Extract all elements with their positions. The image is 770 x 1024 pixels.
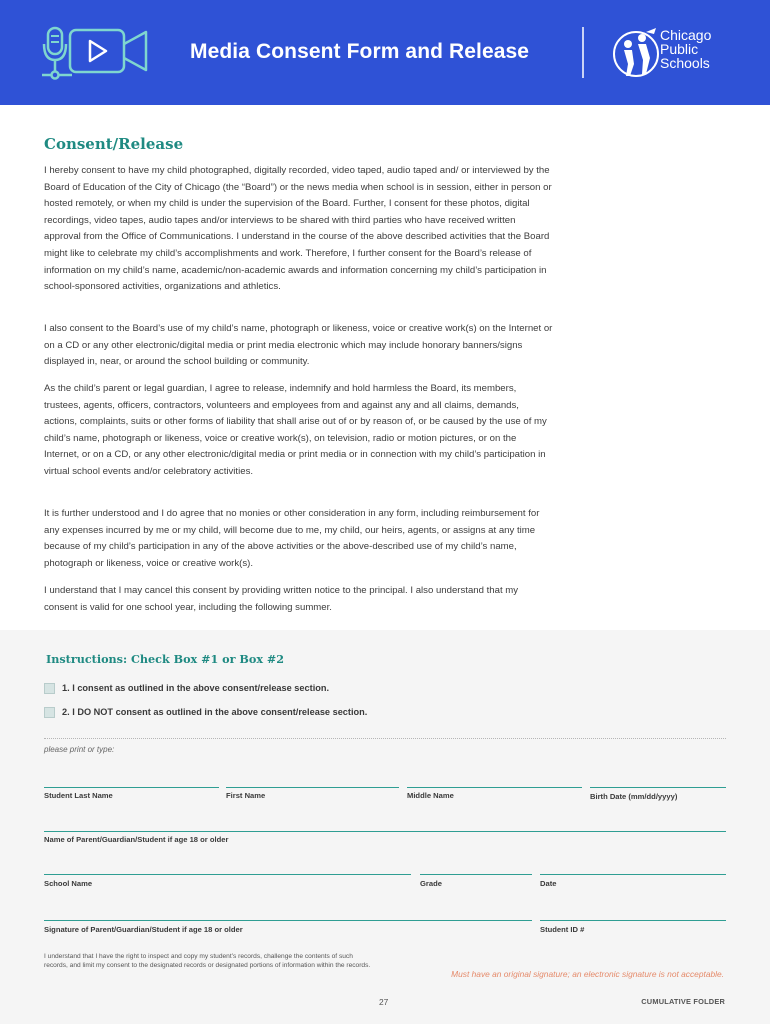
consent-paragraph-5: I understand that I may cancel this consent by providing written notice to the principal. I also understand that my consent is valid for one school year, including the following summer. (44, 585, 519, 613)
logo-line-3: Schools (660, 55, 710, 71)
records-disclaimer: I understand that I have the right to inspect and copy my student’s records, challenge the contents of such records, and limit my consent to the designated records or designated portions of information within the records. (44, 953, 371, 969)
student-id-field[interactable] (540, 920, 726, 921)
consent-section-title: Consent/Release (44, 135, 184, 153)
first-name-field[interactable] (226, 787, 399, 788)
instructions-title: Instructions: Check Box #1 or Box #2 (46, 652, 285, 666)
parent-name-field[interactable] (44, 831, 726, 832)
date-field[interactable] (540, 874, 726, 875)
date-label: Date (540, 879, 557, 888)
dotted-divider (44, 738, 726, 739)
grade-field[interactable] (420, 874, 532, 875)
consent-option-1[interactable] (44, 681, 329, 695)
middle-name-label: Middle Name (407, 791, 454, 800)
page-header (0, 0, 770, 105)
media-camera-microphone-icon (42, 22, 154, 84)
header-divider (582, 27, 584, 78)
consent-paragraph-2: I also consent to the Board’s use of my child’s name, photograph or likeness, voice or creative work(s) on the Internet or on a CD or any other electronic/digital media or print media electronic which may include honorary banners/signs displayed in, near, or around the school building or community. (44, 323, 553, 368)
student-id-label: Student ID # (540, 925, 585, 934)
page-number: 27 (379, 997, 389, 1007)
consent-option-1-label: 1. I consent as outlined in the above consent/release section. (62, 683, 330, 693)
middle-name-field[interactable] (407, 787, 582, 788)
signature-label: Signature of Parent/Guardian/Student if age 18 or older (44, 925, 243, 934)
no-consent-checkbox[interactable] (44, 707, 55, 718)
student-last-name-field[interactable] (44, 787, 219, 788)
birth-date-label: Birth Date (mm/dd/yyyy) (590, 792, 678, 801)
logo-line-2: Public (660, 41, 699, 57)
consent-paragraph-1: I hereby consent to have my child photographed, digitally recorded, video taped, audio taped and/ or interviewed by the Board of Education of the City of Chicago (the “Board”) or the news media when school is in session, either in person or hosted remotely, or when my child is under the supervision of the Board. Further, I consent for these photos, digital recordings, video tapes, audio tapes and/or interviews to be shared with third parties who have received written approval from the Office of Communications. I understand in the course of the above described activities that the Board might like to celebrate my child’s accomplishments and work. Therefore, I further consent for the Board’s release of information on my child’s name, academic/non-academic awards and information concerning my child’s participation in school-sponsored activities, organizations and athletics. (44, 165, 552, 293)
footer-label: CUMULATIVE FOLDER (641, 997, 725, 1006)
logo-line-1: Chicago (660, 27, 712, 43)
cps-logo-text (660, 28, 711, 70)
consent-paragraph-3: As the child’s parent or legal guardian, I agree to release, indemnify and hold harmless the Board, its members, trustees, agents, officers, contractors, volunteers and employees from and against any and all claims, demands, actions, complaints, suits or other forms of liability that shall arise out of or by reason of, or be caused by the use of my child’s name, photograph or likeness, voice or creative work(s), on television, radio or motion pictures, or on the Internet, or on a CD, or any other electronic/digital media or print media or in connection with my child’s participation in virtual school events and/or celebratory activities. (44, 383, 547, 477)
consent-checkbox[interactable] (44, 683, 55, 694)
school-name-label: School Name (44, 879, 93, 888)
print-note: please print or type: (44, 745, 115, 754)
consent-option-2-label: 2. I DO NOT consent as outlined in the above consent/release section. (62, 707, 368, 717)
school-name-field[interactable] (44, 874, 411, 875)
grade-label: Grade (420, 879, 442, 888)
signature-field[interactable] (44, 920, 532, 921)
page-title: Media Consent Form and Release (190, 40, 530, 63)
parent-name-label: Name of Parent/Guardian/Student if age 18 or older (44, 835, 229, 844)
signature-warning: Must have an original signature; an electronic signature is not acceptable. (451, 969, 724, 979)
birth-date-field[interactable] (590, 787, 726, 788)
consent-option-2[interactable] (44, 705, 367, 719)
consent-paragraph-4: It is further understood and I do agree that no monies or other consideration in any form, including reimbursement for any expenses incurred by me or my child, will become due to me, my child, our heirs, agents, or assigns at any time because of my child’s participation in any of the above activities or the above-described use of my child’s name, photograph or likeness, voice or creative work(s). (44, 508, 540, 569)
student-last-name-label: Student Last Name (44, 791, 113, 800)
first-name-label: First Name (226, 791, 266, 800)
